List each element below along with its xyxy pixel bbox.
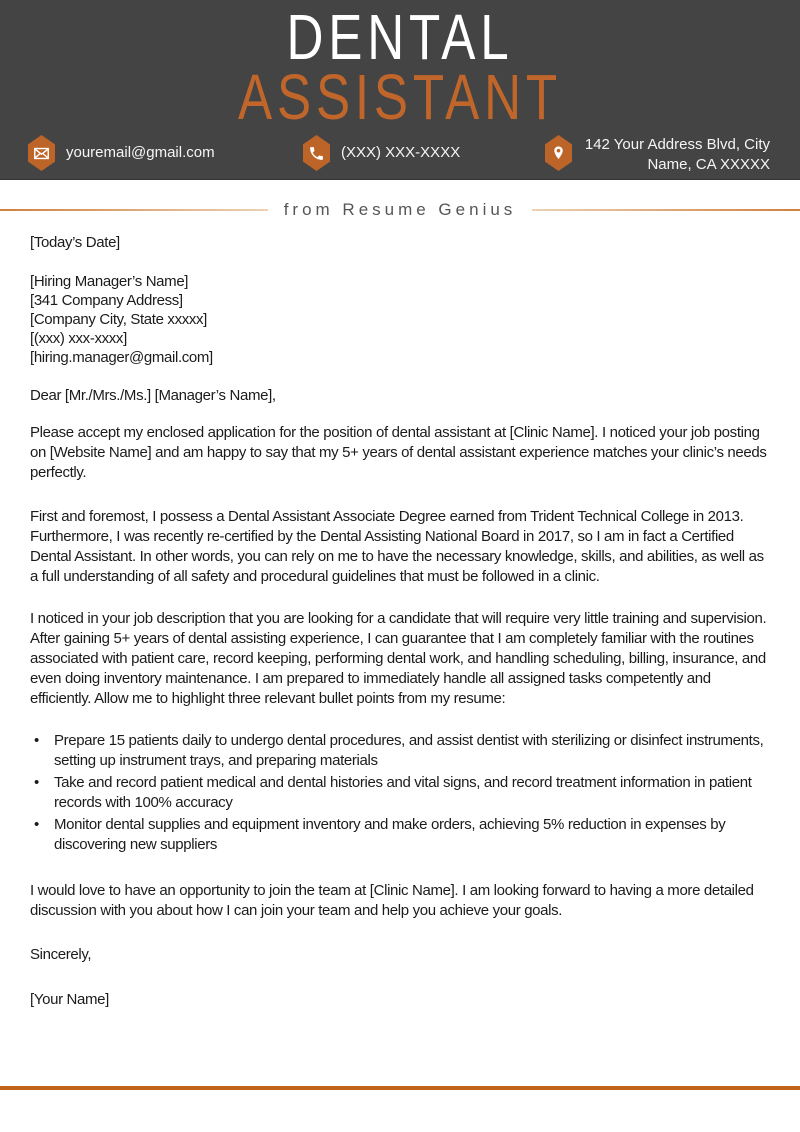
paragraph-credentials: First and foremost, I possess a Dental Assistant Associate Degree earned from Trident Technical College in 2013. Furthermore, I was recently re-certified by the Dental Assisting National Board in 2017, so I am in fact a Certified Dental Assistant. In other words, you can rely on me to have the necessary knowledge, skills, and abilities, as well as a full understanding of all safety and procedural guidelines that must be followed in a clinic.	[30, 508, 764, 585]
envelope-icon	[28, 135, 55, 171]
title-dental: DENTAL	[286, 1, 514, 73]
location-pin-icon	[545, 135, 572, 171]
branding-divider	[0, 199, 800, 221]
address-text	[583, 135, 770, 175]
paragraph-closing: I would love to have an opportunity to join the team at [Clinic Name]. I am looking forward to having a more detailed discussion with you about how I can join your team and help you achieve your goals.	[30, 882, 754, 919]
resume-highlights-list	[30, 731, 768, 855]
letter-body	[0, 221, 800, 1010]
recipient-line: [hiring.manager@gmail.com]	[30, 349, 213, 366]
bottom-accent-rule	[0, 1086, 800, 1090]
contact-address	[545, 135, 770, 175]
branding-tagline: from Resume Genius	[283, 200, 517, 219]
recipient-line: [341 Company Address]	[30, 292, 183, 309]
signature-name: [Your Name]	[30, 991, 109, 1008]
header-banner	[0, 0, 800, 180]
phone-text: (XXX) XXX-XXXX	[341, 144, 461, 161]
list-item: • Monitor dental supplies and equipment inventory and make orders, achieving 5% reduction in expenses by discovering new suppliers	[30, 815, 768, 855]
recipient-line: [Company City, State xxxxx]	[30, 311, 207, 328]
list-item: • Take and record patient medical and dental histories and vital signs, and record treatment information in patient records with 100% accuracy	[30, 773, 768, 813]
email-text: youremail@gmail.com	[66, 144, 215, 161]
contact-email	[28, 135, 303, 171]
list-item: • Prepare 15 patients daily to undergo dental procedures, and assist dentist with sterilizing or disinfect instruments, setting up instrument trays, and preparing materials	[30, 731, 768, 771]
divider-line-left	[0, 209, 268, 211]
contact-phone	[303, 135, 545, 171]
letter-date: [Today’s Date]	[30, 234, 120, 251]
recipient-block	[30, 272, 768, 367]
paragraph-intro: Please accept my enclosed application for the position of dental assistant at [Clinic Name]. I noticed your job posting on [Website Name] and am happy to say that my 5+ years of dental assistant experience matches your clinic’s needs perfectly.	[30, 424, 767, 481]
title-assistant: ASSISTANT	[238, 61, 562, 133]
signoff: Sincerely,	[30, 946, 92, 963]
address-line-2: Name, CA XXXXX	[647, 156, 770, 173]
contact-bar	[28, 135, 770, 175]
paragraph-experience: I noticed in your job description that you are looking for a candidate that will require very little training and supervision. After gaining 5+ years of dental assisting experience, I can guarantee that I am completely familiar with the routines associated with patient care, record keeping, performing dental work, and handling scheduling, billing, insurance, and even doing inventory maintenance. I am prepared to immediately handle all assigned tasks competently and efficiently. Allow me to highlight three relevant bullet points from my resume:	[30, 610, 767, 707]
salutation: Dear [Mr./Mrs./Ms.] [Manager’s Name],	[30, 387, 276, 404]
recipient-line: [(xxx) xxx-xxxx]	[30, 330, 127, 347]
divider-line-right	[532, 209, 800, 211]
address-line-1: 142 Your Address Blvd, City	[584, 136, 770, 153]
phone-icon	[303, 135, 330, 171]
headline	[0, 0, 800, 133]
recipient-line: [Hiring Manager’s Name]	[30, 273, 189, 290]
